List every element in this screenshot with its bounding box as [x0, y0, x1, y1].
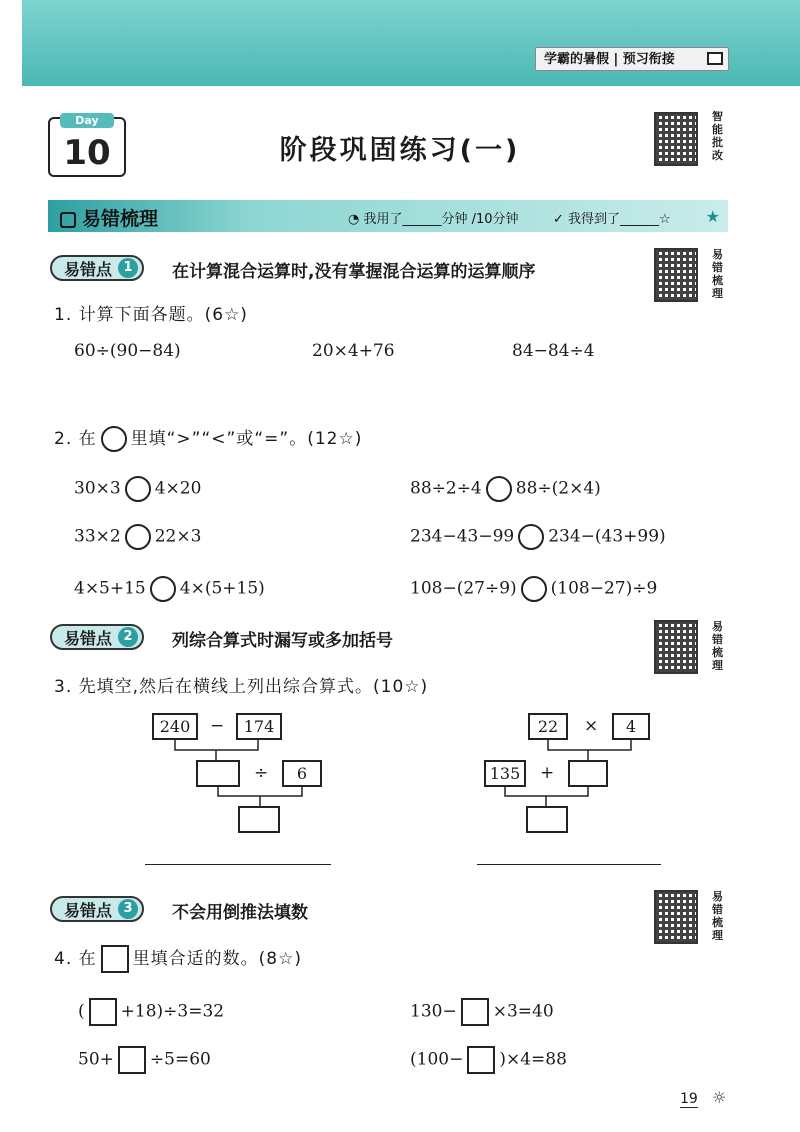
qr-code-icon[interactable]	[654, 890, 698, 944]
day-badge	[48, 114, 126, 177]
book-icon	[707, 52, 723, 65]
list-icon	[60, 212, 76, 228]
qr-code-icon[interactable]	[654, 620, 698, 674]
page-title: 阶段巩固练习(一)	[279, 135, 521, 166]
tree-right-op1: ×	[584, 716, 599, 736]
answer-square[interactable]	[461, 998, 489, 1026]
q4-item: (100− )×4=88	[410, 1046, 567, 1074]
qr-caption: 易错梳理	[712, 890, 723, 942]
q2-row: 4×5+15 4×(5+15)	[74, 576, 265, 602]
q2-row: 30×3 4×20	[74, 476, 201, 502]
day-number: 10	[63, 133, 111, 173]
q4-item: 50+ ÷5=60	[78, 1046, 211, 1074]
q1-item: 60÷(90−84)	[74, 341, 181, 361]
sun-icon: ☼	[712, 1088, 727, 1107]
answer-square[interactable]	[118, 1046, 146, 1074]
section-1-description: 在计算混合运算时,没有掌握混合运算的运算顺序	[172, 262, 536, 282]
ribbon-title: 易错梳理	[60, 204, 158, 231]
tree-right-connectors	[480, 738, 660, 808]
answer-line[interactable]	[477, 864, 661, 865]
answer-circle[interactable]	[125, 524, 151, 550]
answer-square[interactable]	[89, 998, 117, 1026]
q2-row: 234−43−99 234−(43+99)	[410, 524, 666, 550]
answer-circle[interactable]	[521, 576, 547, 602]
q4-item: ( +18)÷3=32	[78, 998, 224, 1026]
qr-code-icon[interactable]	[654, 248, 698, 302]
tree-right-op2: +	[540, 763, 555, 783]
tree-right-blank-2[interactable]	[526, 806, 568, 833]
tree-right-c: 135	[484, 760, 526, 787]
tree-left-c: 6	[282, 760, 322, 787]
qr-code-icon[interactable]	[654, 112, 698, 166]
tree-left-op2: ÷	[254, 763, 269, 783]
section-2-description: 列综合算式时漏写或多加括号	[172, 631, 393, 651]
answer-circle[interactable]	[518, 524, 544, 550]
answer-square[interactable]	[467, 1046, 495, 1074]
qr-caption: 易错梳理	[712, 248, 723, 300]
answer-circle[interactable]	[486, 476, 512, 502]
qr-caption: 易错梳理	[712, 620, 723, 672]
score-earned: ✓ 我得到了______☆	[553, 212, 671, 227]
q1-item: 20×4+76	[312, 341, 395, 361]
section-3-description: 不会用倒推法填数	[172, 903, 308, 923]
tree-left-op1: −	[210, 716, 225, 736]
time-used: ◔ 我用了______分钟 /10分钟	[348, 212, 519, 227]
answer-circle[interactable]	[125, 476, 151, 502]
star-icon: ★	[705, 207, 720, 226]
tree-left-b: 174	[236, 713, 282, 740]
tree-left-connectors	[150, 738, 330, 808]
qr-caption: 智能批改	[712, 110, 723, 162]
question-4-prompt: 4. 在 里填合适的数。(8☆)	[54, 944, 302, 973]
q2-row: 108−(27÷9) (108−27)÷9	[410, 576, 657, 602]
answer-circle[interactable]	[150, 576, 176, 602]
answer-square	[101, 945, 129, 973]
tree-left-a: 240	[152, 713, 198, 740]
q1-item: 84−84÷4	[512, 341, 595, 361]
tree-left-blank-2[interactable]	[238, 806, 280, 833]
tag-mistake-3: 易错点 3	[50, 896, 144, 922]
header-band	[22, 0, 800, 86]
tag-mistake-1: 易错点 1	[50, 255, 144, 281]
answer-line[interactable]	[145, 864, 331, 865]
tree-right-a: 22	[528, 713, 568, 740]
series-label: 学霸的暑假 | 预习衔接	[535, 47, 729, 71]
q4-item: 130− ×3=40	[410, 998, 554, 1026]
answer-circle	[101, 426, 127, 452]
question-2-prompt: 2. 在 里填“>”“<”或“=”。(12☆)	[54, 424, 362, 452]
tree-right-b: 4	[612, 713, 650, 740]
day-label: Day	[60, 113, 114, 128]
page-number: 19	[680, 1091, 698, 1107]
question-1-prompt: 1. 计算下面各题。(6☆)	[54, 305, 248, 325]
question-3-prompt: 3. 先填空,然后在横线上列出综合算式。(10☆)	[54, 677, 429, 697]
tag-mistake-2: 易错点 2	[50, 624, 144, 650]
q2-row: 33×2 22×3	[74, 524, 201, 550]
section-ribbon	[48, 200, 728, 232]
q2-row: 88÷2÷4 88÷(2×4)	[410, 476, 601, 502]
